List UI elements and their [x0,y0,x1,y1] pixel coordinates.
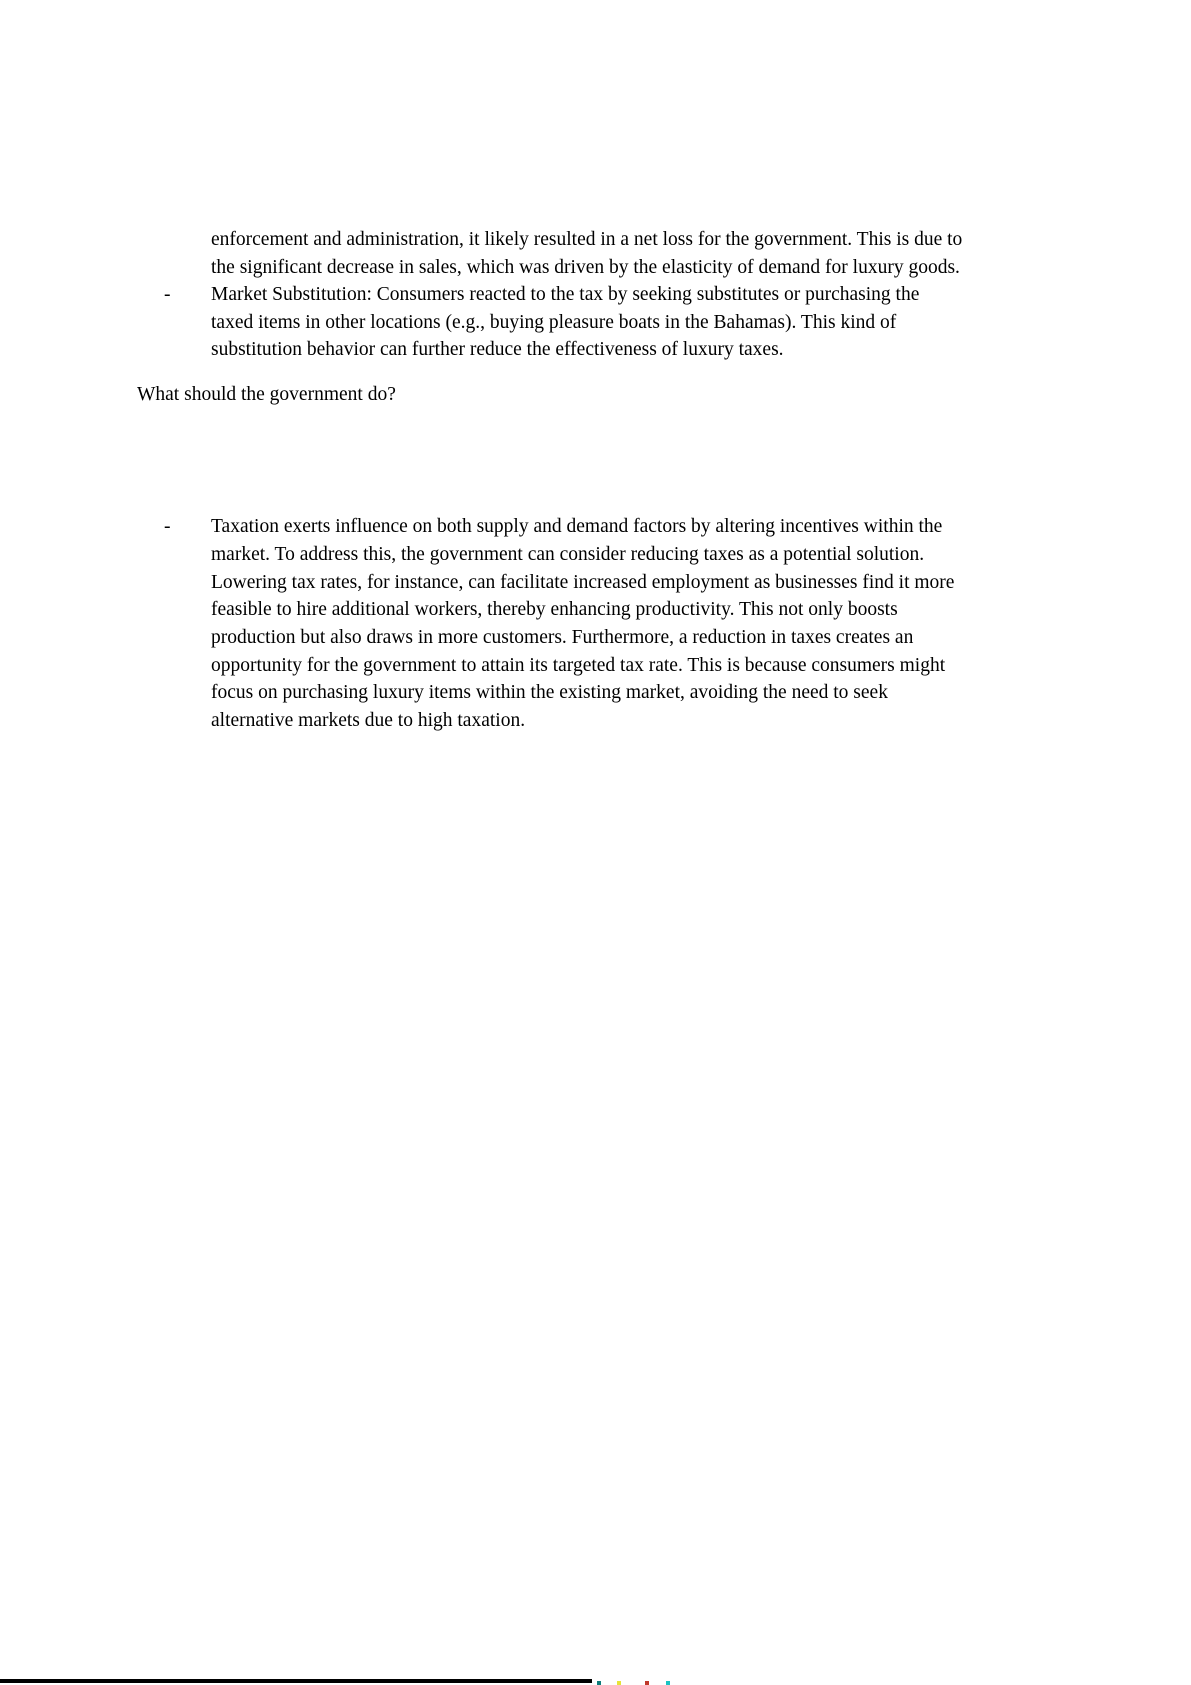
text-line: focus on purchasing luxury items within the existing market, avoiding the need to seek [211,682,888,704]
text-line: taxed items in other locations (e.g., buying pleasure boats in the Bahamas). This kind of [211,311,897,333]
chart-pixel-speck [597,1681,601,1685]
bullet-item-market-substitution [164,281,1191,364]
chart-pixel-speck [617,1681,621,1685]
text-line: feasible to hire additional workers, thereby enhancing productivity. This not only boosts [211,599,898,621]
bullet-text [211,513,1191,735]
cutoff-horizontal-rule [0,1679,592,1683]
text-line: production but also draws in more customers. Furthermore, a reduction in taxes creates an [211,626,914,648]
text-line: enforcement and administration, it likely resulted in a net loss for the government. This is due to [211,229,963,250]
text-line: the significant decrease in sales, which was driven by the elasticity of demand for luxury goods. [211,256,960,278]
text-line: alternative markets due to high taxation. [211,710,526,732]
text-line: Lowering tax rates, for instance, can facilitate increased employment as businesses find it more [211,571,955,593]
text-line: market. To address this, the government can consider reducing taxes as a potential solution. [211,543,925,565]
text-line: substitution behavior can further reduce the effectiveness of luxury taxes. [211,339,784,361]
section-question-heading: What should the government do? [137,384,396,405]
chart-pixel-speck [666,1681,670,1685]
bullet-item-taxation-influence [164,513,1191,735]
bullet-text [211,281,1191,364]
continuation-paragraph [211,226,962,281]
text-line: Market Substitution: Consumers reacted to the tax by seeking substitutes or purchasing the [211,284,920,305]
chart-pixel-speck [645,1681,649,1685]
bullet-marker: - [164,284,171,305]
text-line: Taxation exerts influence on both supply and demand factors by altering incentives within the [211,516,943,538]
bullet-marker: - [164,516,171,538]
text-line: opportunity for the government to attain its targeted tax rate. This is because consumers might [211,654,946,676]
